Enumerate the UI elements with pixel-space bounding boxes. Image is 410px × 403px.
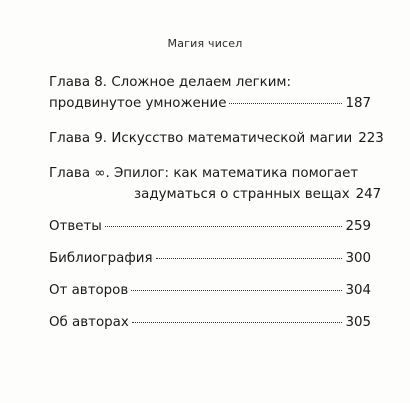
toc-entry-title: Об авторах	[49, 315, 129, 330]
toc-page-number: 305	[345, 315, 371, 330]
toc-entry-line	[49, 93, 371, 114]
toc-page-number: 304	[345, 283, 371, 298]
toc-entry-chapter-8[interactable]	[49, 72, 371, 114]
toc-entry-answers[interactable]	[49, 216, 371, 237]
dot-leader	[229, 103, 342, 104]
toc-entry-line	[49, 184, 382, 205]
toc-entry-bibliography[interactable]	[49, 248, 371, 269]
toc-page-number: 247	[355, 187, 382, 202]
toc-entry-title: Ответы	[49, 219, 102, 234]
toc-entry-title-continued: задуматься о странных вещах	[134, 187, 350, 202]
dot-leader	[156, 258, 343, 259]
toc-entry-line	[49, 163, 371, 184]
toc-entry-line	[49, 312, 371, 333]
table-of-contents	[49, 72, 384, 333]
toc-entry-chapter-9[interactable]	[49, 128, 384, 149]
toc-page-number: 259	[345, 219, 371, 234]
toc-entry-title: Глава ∞. Эпилог: как математика помогает	[49, 166, 359, 181]
toc-entry-title: От авторов	[49, 283, 129, 298]
toc-page-number: 223	[358, 131, 384, 146]
toc-entry-title-continued: продвинутое умножение	[49, 96, 227, 111]
toc-entry-title: Библиография	[49, 251, 153, 266]
running-head: Магия чисел	[167, 37, 243, 50]
toc-entry-title: Глава 9. Искусство математической магии	[49, 131, 353, 146]
toc-entry-from-authors[interactable]	[49, 280, 371, 301]
toc-entry-line	[49, 216, 371, 237]
toc-entry-line	[49, 248, 371, 269]
toc-entry-about-authors[interactable]	[49, 312, 371, 333]
dot-leader	[105, 226, 343, 227]
toc-entry-line	[49, 280, 371, 301]
toc-entry-line	[49, 72, 371, 93]
dot-leader	[132, 322, 343, 323]
toc-page-number: 300	[345, 251, 371, 266]
dot-leader	[131, 290, 342, 291]
toc-entry-title: Глава 8. Сложное делаем легким:	[49, 75, 292, 90]
toc-entry-line	[49, 128, 384, 149]
toc-page-number: 187	[345, 96, 371, 111]
toc-entry-chapter-infinity[interactable]	[49, 163, 382, 205]
